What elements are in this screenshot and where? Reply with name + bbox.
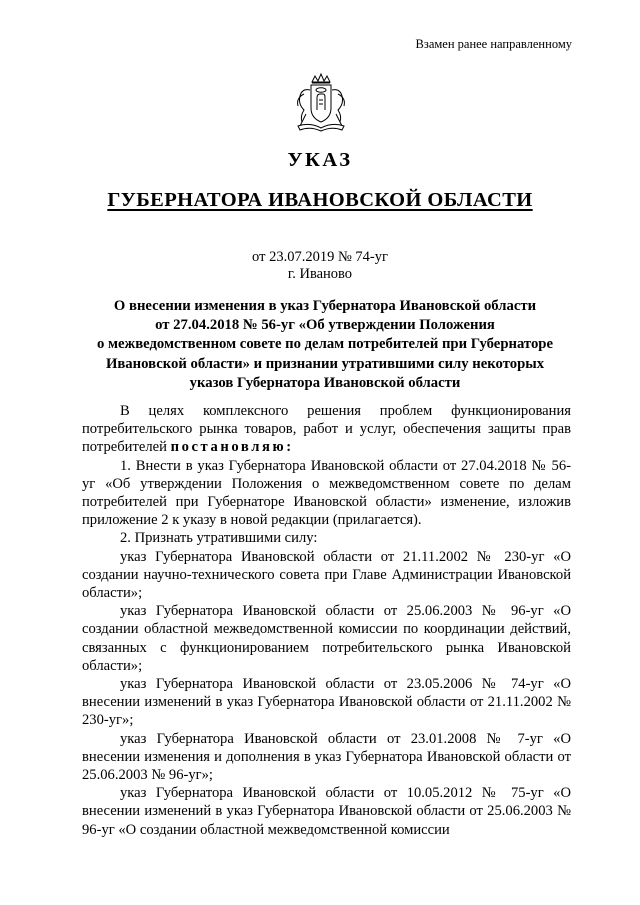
repealed-decree-item: указ Губернатора Ивановской области от 23.01.2008 № 7-уг «О внесении изменения и дополнения в указ Губернатора Ивановской области от 25.06.2003 № 96-уг»; — [82, 730, 571, 784]
document-title: УКАЗ — [287, 149, 353, 171]
decree-date-number: от 23.07.2019 № 74-уг — [252, 249, 388, 265]
item-1-paragraph: 1. Внести в указ Губернатора Ивановской области от 27.04.2018 № 56-уг «Об утверждении Положения о межведомственном совете по делам потребителей при Губернаторе Ивановской области» изменение, изложив приложение 2 к указу в новой редакции (прилагается). — [82, 457, 571, 529]
repealed-decree-item: указ Губернатора Ивановской области от 10.05.2012 № 75-уг «О внесении изменений в указ Губернатора Ивановской области от 25.06.2003 № 96-уг «О создании областной межведомственной комиссии — [82, 785, 571, 838]
decree-word: постановляю: — [170, 439, 294, 456]
heading-line: о межведомственном совете по делам потребителей при Губернаторе — [97, 336, 553, 353]
preamble-paragraph — [82, 402, 571, 457]
repealed-decree-item: указ Губернатора Ивановской области от 25.06.2003 № 96-уг «О создании областной межведомственной комиссии по координации действий, связанных с функционированием потребительского рынка Ивановской области»; — [82, 603, 571, 674]
decree-city: г. Иваново — [287, 266, 353, 282]
replacement-note: Взамен ранее направленному — [415, 37, 572, 51]
heading-line: О внесении изменения в указ Губернатора Ивановской области — [113, 298, 537, 314]
repealed-decree-item: указ Губернатора Ивановской области от 21.11.2002 № 230-уг «О создании научно-технического совета при Главе Администрации Ивановской области»; — [82, 548, 571, 602]
repealed-decree-item: указ Губернатора Ивановской области от 23.05.2006 № 74-уг «О внесении изменений в указ Губернатора Ивановской области от 21.11.2002 № 230-уг»; — [82, 676, 571, 729]
heading-line: Ивановской области» и признании утратившими силу некоторых — [105, 355, 545, 372]
document-subtitle: ГУБЕРНАТОРА ИВАНОВСКОЙ ОБЛАСТИ — [107, 189, 533, 211]
decree-heading — [80, 297, 570, 393]
heading-line: указов Губернатора Ивановской области — [189, 374, 461, 391]
item-2-header: 2. Признать утратившими силу: — [120, 530, 318, 547]
decree-body — [82, 402, 571, 839]
ivanovo-coat-of-arms-icon — [292, 72, 350, 132]
heading-line: от 27.04.2018 № 56-уг «Об утверждении Положения — [155, 317, 495, 334]
preamble-text: В целях комплексного решения проблем функционирования потребительского рынка товаров, работ и услуг, обеспечения защиты прав потребителей — [82, 403, 571, 456]
